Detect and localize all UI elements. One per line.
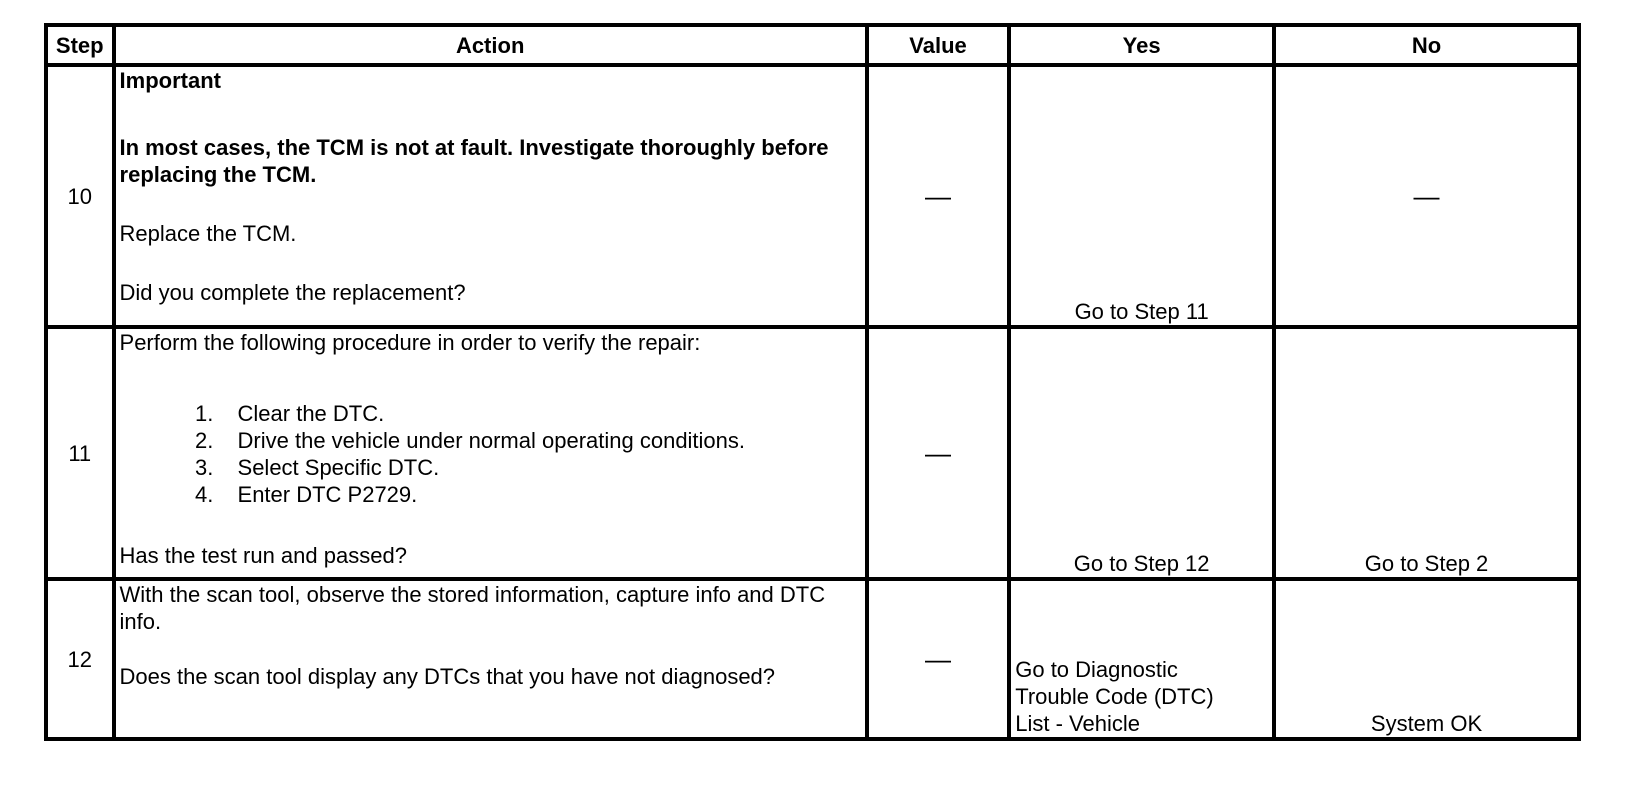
action-intro: Perform the following procedure in order to verify the repair:: [119, 330, 701, 355]
action-instruction: With the scan tool, observe the stored information, capture info and DTC info.: [119, 582, 826, 634]
list-item: 4. Enter DTC P2729.: [220, 481, 861, 508]
yes-cell: Go to Step 11: [1009, 65, 1274, 327]
step-number: 12: [46, 579, 114, 739]
action-instruction: Replace the TCM.: [119, 221, 297, 246]
no-cell: —: [1274, 65, 1579, 327]
header-step: Step: [46, 25, 114, 65]
diagnostic-table: [44, 23, 1581, 741]
action-question: Did you complete the replacement?: [119, 280, 466, 305]
procedure-list: [120, 400, 861, 508]
yes-line: List - Vehicle: [1015, 711, 1140, 736]
table-row: [46, 579, 1579, 739]
yes-cell: [1009, 579, 1274, 739]
table-row: [46, 65, 1579, 327]
list-item: 3. Select Specific DTC.: [220, 454, 861, 481]
yes-line: Go to Diagnostic: [1015, 657, 1178, 682]
header-yes: Yes: [1009, 25, 1274, 65]
action-question: Does the scan tool display any DTCs that you have not diagnosed?: [119, 664, 776, 689]
header-action: Action: [114, 25, 867, 65]
list-item: 2. Drive the vehicle under normal operating conditions.: [220, 427, 861, 454]
step-number: 11: [46, 327, 114, 579]
important-title: Important: [119, 68, 221, 93]
no-cell: Go to Step 2: [1274, 327, 1579, 579]
no-cell: System OK: [1274, 579, 1579, 739]
step-number: 10: [46, 65, 114, 327]
header-row: [46, 25, 1579, 65]
value-cell: —: [867, 65, 1009, 327]
important-text: In most cases, the TCM is not at fault. Investigate thoroughly before replacing the TCM.: [119, 135, 829, 187]
action-question: Has the test run and passed?: [119, 543, 407, 568]
value-cell: —: [867, 327, 1009, 579]
header-value: Value: [867, 25, 1009, 65]
action-cell: [114, 579, 867, 739]
yes-line: Trouble Code (DTC): [1015, 684, 1214, 709]
header-no: No: [1274, 25, 1579, 65]
table-row: [46, 327, 1579, 579]
yes-cell: Go to Step 12: [1009, 327, 1274, 579]
value-cell: —: [867, 579, 1009, 739]
action-cell: [114, 65, 867, 327]
action-cell: [114, 327, 867, 579]
list-item: 1. Clear the DTC.: [220, 400, 861, 427]
